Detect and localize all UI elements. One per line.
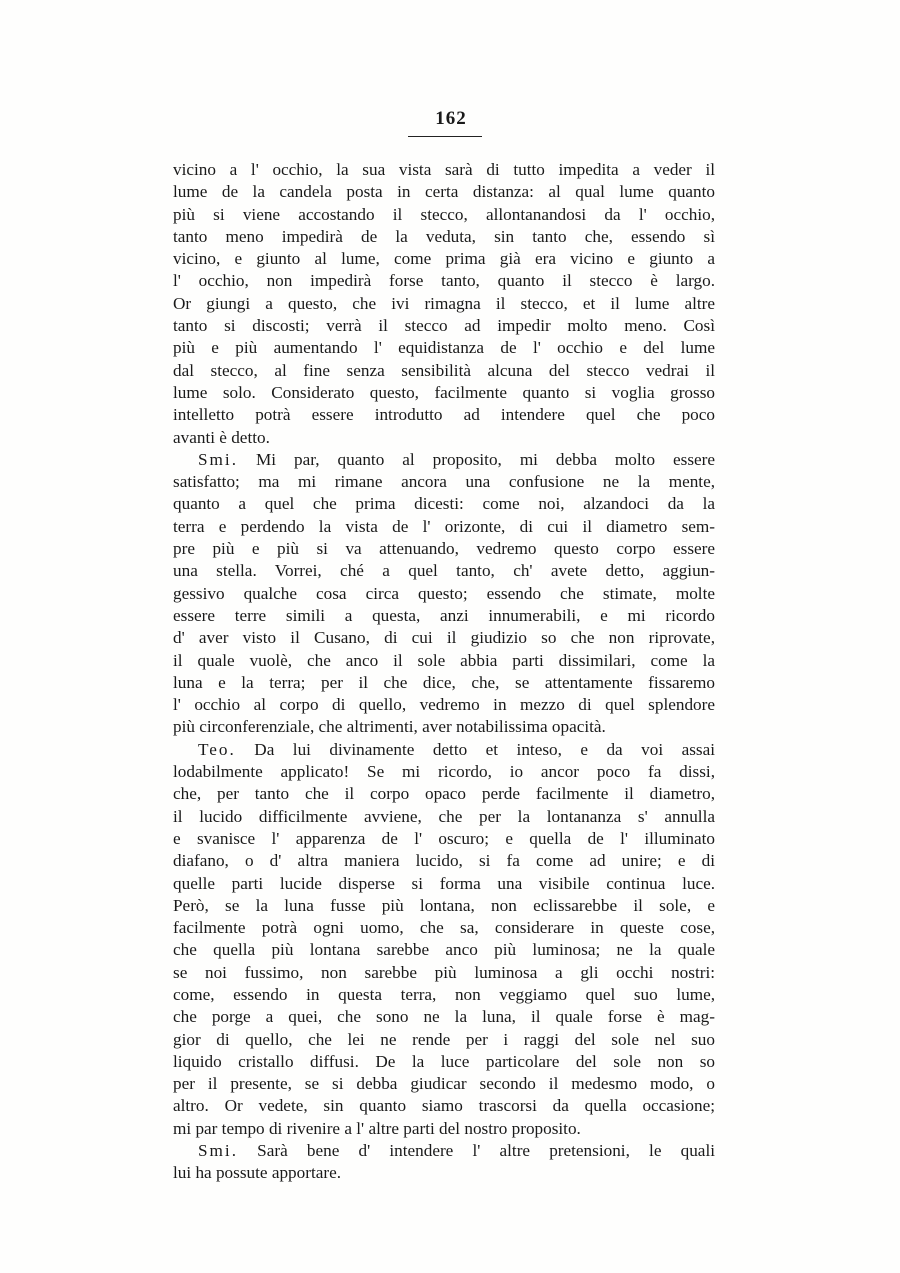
line-text: avanti è detto. xyxy=(173,427,270,447)
line-text: più e più aumentando l' equidistanza de l' occhio e del lume xyxy=(173,338,715,358)
text-line xyxy=(173,873,715,895)
line-text: il lucido difficilmente avviene, che per la lontananza s' annulla xyxy=(173,806,715,826)
line-text: Però, se la luna fusse più lontana, non eclissarebbe il sole, e xyxy=(173,895,715,915)
line-text: diafano, o d' altra maniera lucido, si fa come ad unire; e di xyxy=(173,851,715,871)
line-text: mi par tempo di rivenire a l' altre parti del nostro proposito. xyxy=(173,1118,581,1138)
line-text: lui ha possute apportare. xyxy=(173,1163,342,1183)
text-line xyxy=(173,1162,715,1184)
text-line xyxy=(173,181,715,203)
text-line xyxy=(173,1029,715,1051)
line-text: se noi fussimo, non sarebbe più luminosa a gli occhi nostri: xyxy=(173,962,715,982)
text-line xyxy=(173,538,715,560)
line-text: dal stecco, al fine senza sensibilità alcuna del stecco vedrai il xyxy=(173,360,715,380)
text-line xyxy=(173,783,715,805)
text-line xyxy=(173,1006,715,1028)
line-text: terra e perdendo la vista de l' orizonte, di cui il diametro sem- xyxy=(173,516,715,536)
line-text: intelletto potrà essere introdutto ad intendere quel che poco xyxy=(173,405,715,425)
text-line xyxy=(173,337,715,359)
line-text: vicino, e giunto al lume, come prima già era vicino e giunto a xyxy=(173,249,715,269)
text-line xyxy=(173,627,715,649)
text-line xyxy=(173,1140,715,1162)
text-line xyxy=(173,761,715,783)
line-text: che porge a quei, che sono ne la luna, il quale forse è mag- xyxy=(173,1007,715,1027)
body-text xyxy=(173,159,715,1185)
line-text: che quella più lontana sarebbe anco più luminosa; ne la quale xyxy=(173,940,715,960)
line-text: tanto meno impedirà de la veduta, sin tanto che, essendo sì xyxy=(173,226,715,246)
text-line xyxy=(173,1118,715,1140)
text-line xyxy=(173,962,715,984)
speaker-name: Smi. xyxy=(198,449,238,469)
line-text: una stella. Vorrei, ché a quel tanto, ch' avete detto, aggiun- xyxy=(173,561,715,581)
text-line xyxy=(173,716,715,738)
text-line xyxy=(173,583,715,605)
text-line xyxy=(173,895,715,917)
text-line xyxy=(173,560,715,582)
line-text: Mi par, quanto al proposito, mi debba molto essere xyxy=(255,449,715,469)
line-text: il quale vuolè, che anco il sole abbia parti dissimilari, come la xyxy=(173,650,715,670)
line-text: facilmente potrà ogni uomo, che sa, considerare in queste cose, xyxy=(173,918,715,938)
line-text: che, per tanto che il corpo opaco perde facilmente il diametro, xyxy=(173,784,715,804)
page-number: 162 xyxy=(435,108,467,129)
line-text: luna e la terra; per il che dice, che, se attentamente fissaremo xyxy=(173,672,715,692)
text-line xyxy=(173,739,715,761)
text-line xyxy=(173,694,715,716)
text-line xyxy=(173,493,715,515)
text-line xyxy=(173,382,715,404)
text-line xyxy=(173,984,715,1006)
text-line xyxy=(173,270,715,292)
line-text: pre più e più si va attenuando, vedremo questo corpo essere xyxy=(173,539,715,559)
paragraph xyxy=(173,739,715,1140)
line-text: gessivo qualche cosa circa questo; essendo che stimate, molte xyxy=(173,583,715,603)
speaker-name: Smi. xyxy=(198,1141,238,1161)
header-rule xyxy=(408,136,482,137)
text-line xyxy=(173,449,715,471)
text-line xyxy=(173,672,715,694)
line-text: essere terre simili a questa, anzi innumerabili, e mi ricordo xyxy=(173,605,715,625)
text-line xyxy=(173,917,715,939)
line-text: lume de la candela posta in certa distanza: al qual lume quanto xyxy=(173,182,715,202)
text-line xyxy=(173,806,715,828)
line-text: più si viene accostando il stecco, allontanandosi da l' occhio, xyxy=(173,204,715,224)
line-text: lodabilmente applicato! Se mi ricordo, io ancor poco fa dissi, xyxy=(173,762,715,782)
text-line xyxy=(173,1051,715,1073)
line-text: quanto a quel che prima dicesti: come noi, alzandoci da la xyxy=(173,494,715,514)
line-text: satisfatto; ma mi rimane ancora una confusione ne la mente, xyxy=(173,472,715,492)
line-text: per il presente, se si debba giudicar secondo il medesmo modo, o xyxy=(173,1074,715,1094)
text-line xyxy=(173,404,715,426)
paragraph xyxy=(173,449,715,739)
text-line xyxy=(173,360,715,382)
line-text: lume solo. Considerato questo, facilmente quanto si voglia grosso xyxy=(173,382,715,402)
text-line xyxy=(173,850,715,872)
line-text: Or giungi a questo, che ivi rimagna il stecco, et il lume altre xyxy=(173,293,715,313)
line-text: quelle parti lucide disperse si forma una visibile continua luce. xyxy=(173,873,715,893)
line-text: e svanisce l' apparenza de l' oscuro; e quella de l' illuminato xyxy=(173,828,715,848)
text-line xyxy=(173,427,715,449)
text-line xyxy=(173,293,715,315)
paragraph xyxy=(173,159,715,449)
line-text: l' occhio al corpo di quello, vedremo in mezzo di quel splendore xyxy=(173,695,715,715)
text-line xyxy=(173,226,715,248)
text-line xyxy=(173,159,715,181)
line-text: l' occhio, non impedirà forse tanto, quanto il stecco è largo. xyxy=(173,271,715,291)
text-line xyxy=(173,1095,715,1117)
paragraph xyxy=(173,1140,715,1185)
text-line xyxy=(173,605,715,627)
line-text: liquido cristallo diffusi. De la luce particolare del sole non so xyxy=(173,1051,715,1071)
text-line xyxy=(173,315,715,337)
text-line xyxy=(173,1073,715,1095)
line-text: come, essendo in questa terra, non veggiamo quel suo lume, xyxy=(173,984,715,1004)
line-text: più circonferenziale, che altrimenti, aver notabilissima opacità. xyxy=(173,717,606,737)
text-line xyxy=(173,828,715,850)
text-line xyxy=(173,650,715,672)
line-text: Da lui divinamente detto et inteso, e da voi assai xyxy=(254,739,715,759)
line-text: Sarà bene d' intendere l' altre pretensioni, le quali xyxy=(257,1141,715,1161)
text-line xyxy=(173,471,715,493)
line-text: d' aver visto il Cusano, di cui il giudizio so che non riprovate, xyxy=(173,628,715,648)
line-text: altro. Or vedete, sin quanto siamo trascorsi da quella occasione; xyxy=(173,1096,715,1116)
line-text: tanto si discosti; verrà il stecco ad impedir molto meno. Così xyxy=(173,316,715,336)
text-line xyxy=(173,939,715,961)
text-line xyxy=(173,516,715,538)
line-text: vicino a l' occhio, la sua vista sarà di tutto impedita a veder il xyxy=(173,160,715,179)
line-text: gior di quello, che lei ne rende per i raggi del sole nel suo xyxy=(173,1029,715,1049)
speaker-name: Teo. xyxy=(198,739,236,759)
text-line xyxy=(173,204,715,226)
text-line xyxy=(173,248,715,270)
